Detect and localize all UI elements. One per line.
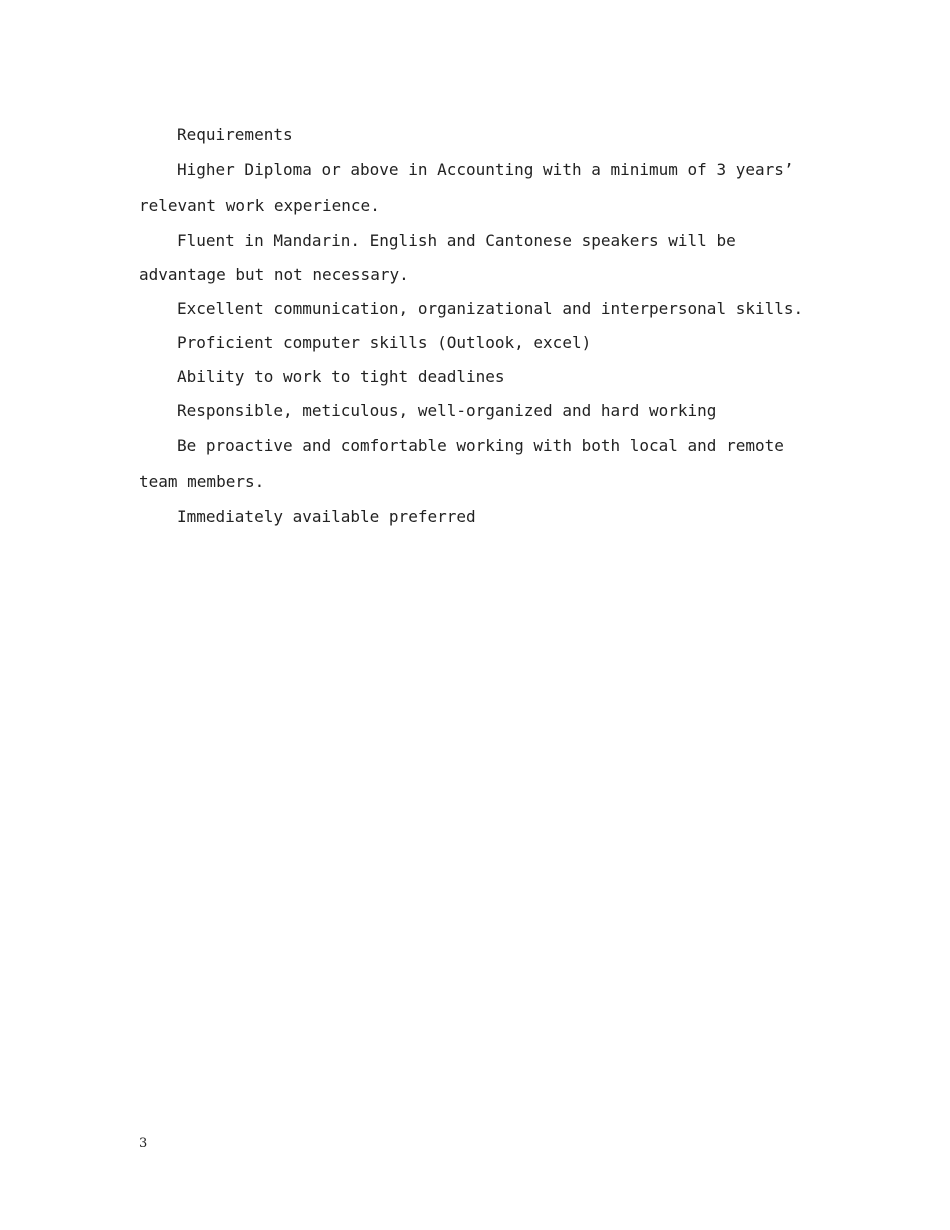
page-number: 3 [139,1136,148,1151]
requirement-item: Higher Diploma or above in Accounting with a minimum of 3 years’ relevant work experience. [139,160,794,215]
requirement-item: Be proactive and comfortable working with both local and remote team members. [139,436,784,491]
requirement-item: Fluent in Mandarin. English and Cantonese speakers will be advantage but not necessary. [139,231,736,284]
requirement-item: Proficient computer skills (Outlook, excel) [177,333,592,352]
requirement-item: Responsible, meticulous, well-organized and hard working [177,401,717,420]
section-heading: Requirements [177,125,293,144]
requirement-item: Ability to work to tight deadlines [177,367,505,386]
document-body [139,118,819,534]
requirement-item: Excellent communication, organizational and interpersonal skills. [177,299,804,318]
requirement-item: Immediately available preferred [177,507,476,526]
